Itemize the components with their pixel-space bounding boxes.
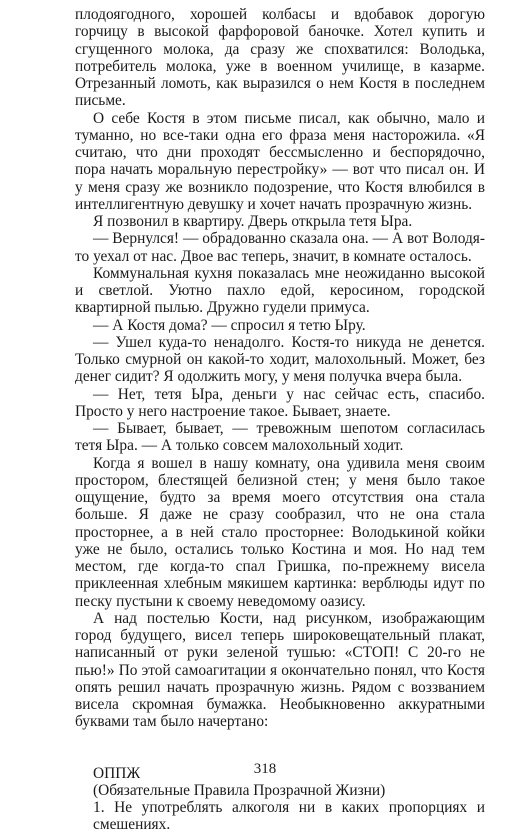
paragraph-2: О себе Костя в этом письме писал, как обычно, мало и туманно, но все-таки одна его фраза меня насторожила. «Я считаю, что дни проходят бессмысленно и беспорядочно, пора начать моральную перестройку» — вот что писал он. И у меня сразу же возникло подозрение, что Костя влюбился в интеллигентную девушку и хочет начать прозрачную жизнь. xyxy=(75,109,485,213)
paragraph-1: плодоягодного, хорошей колбасы и вдобавок дорогую горчицу в высокой фарфоровой баночке. Хотел купить и сгущенного молока, да сразу же спохватился: Володька, потребитель молока, уже в военном училище, в казарме. Отрезанный ломоть, как выразился о нем Костя в последнем письме. xyxy=(75,6,485,110)
paragraph-3: Я позвонил в квартиру. Дверь открыла тетя Ыра. xyxy=(93,213,413,230)
paragraph-8: — Нет, тетя Ыра, деньги у нас сейчас есть, спасибо. Просто у него настроение такое. Бывает, знаете. xyxy=(75,385,485,420)
section-gap xyxy=(75,731,485,765)
paragraph-10: Когда я вошел в нашу комнату, она удивила меня своим простором, блестящей белизной стен; у меня было такое ощущение, будто за время моего отсутствия она стала больше. Я даже не сразу сообразил, что не она стала просторнее, а в ней стало просторнее: Володькиной койки уже не было, остались только Костина и моя. Но над тем местом, где когда-то спал Гришка, по-прежнему висела приклеенная хлебным мякишем картинка: верблюды идут по песку пустыни к своему неведомому оазису. xyxy=(75,454,485,610)
rules-item-1: 1. Не употреблять алкоголя ни в каких пропорциях и смешениях. xyxy=(93,799,485,834)
rules-subtitle: (Обязательные Правила Прозрачной Жизни) xyxy=(93,781,386,799)
paragraph-9: — Бывает, бывает, — тревожным шепотом согласилась тетя Ыра. — А только совсем малохольный ходит. xyxy=(75,420,485,455)
page-text xyxy=(75,6,485,834)
page-number: 318 xyxy=(253,761,277,777)
paragraph-6: — А Костя дома? — спросил я тетю Ыру. xyxy=(93,316,366,334)
paragraph-4: — Вернулся! — обрадованно сказала она. — А вот Володя-то уехал от нас. Двое вас теперь, значит, в комнате осталось. xyxy=(75,230,485,265)
paragraph-11: А над постелью Кости, над рисунком, изображающим город будущего, висел теперь широковещательный плакат, написанный от руки зеленой тушью: «СТОП! С 20-го не пью!» По этой самоагитации я окончательно понял, что Костя опять решил начать прозрачную жизнь. Рядом с воззванием висела скромная бумажка. Необыкновенно аккуратными буквами там было начертано: xyxy=(75,609,485,731)
paragraph-7: — Ушел куда-то ненадолго. Костя-то никуда не денется. Только смурной он какой-то ходит, малохольный. Может, без денег сидит? Я одолжить могу, у меня получка вчера была. xyxy=(75,333,485,386)
rules-title: ОППЖ xyxy=(93,764,141,782)
paragraph-5: Коммунальная кухня показалась мне неожиданно высокой и светлой. Уютно пахло едой, керосином, городской квартирной пылью. Дружно гудели примуса. xyxy=(75,264,485,317)
